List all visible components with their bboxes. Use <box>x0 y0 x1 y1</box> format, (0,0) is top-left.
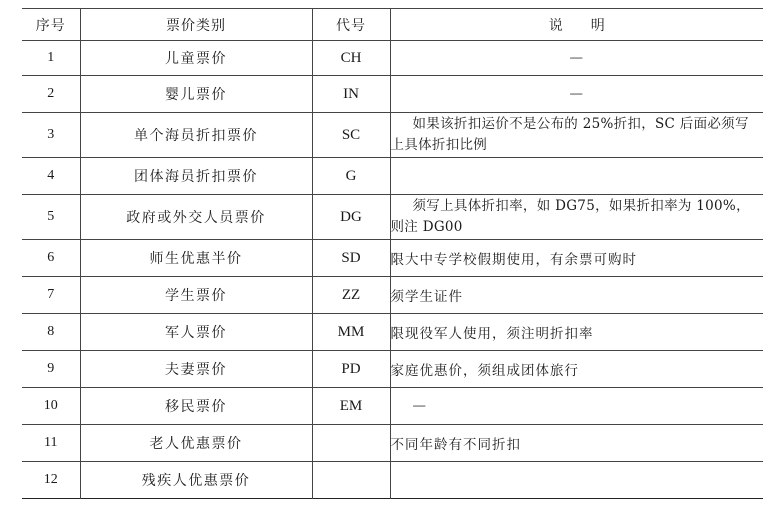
fare-code: CH <box>312 41 390 76</box>
fare-code: EM <box>312 388 390 425</box>
row-number: 12 <box>22 462 80 499</box>
fare-description: 限大中专学校假期使用，有余票可购时 <box>390 240 763 277</box>
row-number: 10 <box>22 388 80 425</box>
fare-category: 学生票价 <box>80 277 312 314</box>
fare-code: SD <box>312 240 390 277</box>
table-row <box>22 240 763 277</box>
fare-category: 军人票价 <box>80 314 312 351</box>
header-serial-number: 序号 <box>22 9 80 41</box>
table-row <box>22 314 763 351</box>
fare-code: IN <box>312 76 390 113</box>
fare-description: 须写上具体折扣率，如 DG75，如果折扣率为 100%，则注 DG00 <box>390 195 763 240</box>
fare-description: 不同年龄有不同折扣 <box>390 425 763 462</box>
header-code: 代号 <box>312 9 390 41</box>
fare-category: 婴儿票价 <box>80 76 312 113</box>
fare-code: G <box>312 158 390 195</box>
fare-description <box>390 462 763 499</box>
table-row <box>22 158 763 195</box>
row-number: 2 <box>22 76 80 113</box>
table-row <box>22 462 763 499</box>
table-row <box>22 277 763 314</box>
fare-description: — <box>390 388 763 425</box>
table-row <box>22 76 763 113</box>
table-row <box>22 425 763 462</box>
fare-code <box>312 462 390 499</box>
table-row <box>22 41 763 76</box>
fare-category-table <box>22 8 763 499</box>
fare-category: 残疾人优惠票价 <box>80 462 312 499</box>
fare-code: PD <box>312 351 390 388</box>
fare-code <box>312 425 390 462</box>
fare-description: 限现役军人使用，须注明折扣率 <box>390 314 763 351</box>
table-row <box>22 388 763 425</box>
fare-code: DG <box>312 195 390 240</box>
row-number: 9 <box>22 351 80 388</box>
fare-description <box>390 158 763 195</box>
row-number: 6 <box>22 240 80 277</box>
header-description: 说 明 <box>390 9 763 41</box>
row-number: 3 <box>22 113 80 158</box>
row-number: 7 <box>22 277 80 314</box>
fare-description: 如果该折扣运价不是公布的 25%折扣，SC 后面必须写上具体折扣比例 <box>390 113 763 158</box>
fare-category: 老人优惠票价 <box>80 425 312 462</box>
row-number: 1 <box>22 41 80 76</box>
table-header-row <box>22 9 763 41</box>
fare-category: 夫妻票价 <box>80 351 312 388</box>
row-number: 4 <box>22 158 80 195</box>
fare-category: 儿童票价 <box>80 41 312 76</box>
fare-category: 移民票价 <box>80 388 312 425</box>
fare-code: SC <box>312 113 390 158</box>
fare-code: ZZ <box>312 277 390 314</box>
table-row <box>22 195 763 240</box>
row-number: 11 <box>22 425 80 462</box>
fare-description: — <box>390 41 763 76</box>
fare-category: 师生优惠半价 <box>80 240 312 277</box>
row-number: 8 <box>22 314 80 351</box>
fare-description: — <box>390 76 763 113</box>
fare-category: 单个海员折扣票价 <box>80 113 312 158</box>
fare-category: 政府或外交人员票价 <box>80 195 312 240</box>
fare-description: 家庭优惠价，须组成团体旅行 <box>390 351 763 388</box>
fare-description: 须学生证件 <box>390 277 763 314</box>
table-row <box>22 351 763 388</box>
row-number: 5 <box>22 195 80 240</box>
header-fare-category: 票价类别 <box>80 9 312 41</box>
table-row <box>22 113 763 158</box>
fare-code: MM <box>312 314 390 351</box>
fare-category: 团体海员折扣票价 <box>80 158 312 195</box>
